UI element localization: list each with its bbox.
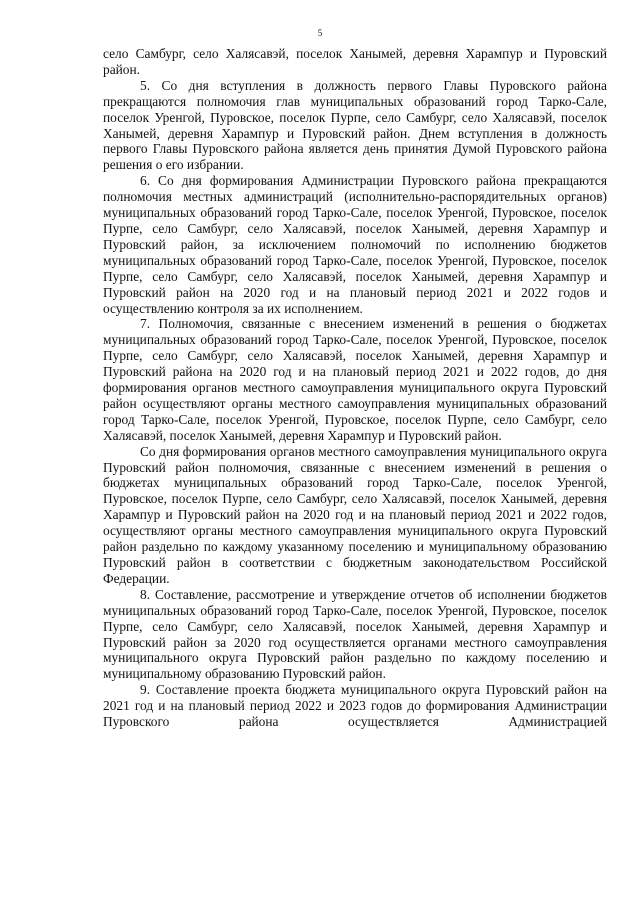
paragraph-7-continued: Со дня формирования органов местного самоуправления муниципального округа Пуровский район полномочия, связанные с внесением изменений в решения о бюджетах муниципальных образований город Тарко-Сале, поселок Уренгой, Пуровское, поселок Пурпе, село Самбург, село Халясавэй, поселок Ханымей, деревня Харампур и Пуровский район на 2020 год и на плановый период 2021 и 2022 годов, осуществляют органы местного самоуправления муниципального округа Пуровский район раздельно по каждому указанному поселению и муниципальному образованию Пуровский район в соответствии с бюджетным законодательством Российской Федерации.	[103, 443, 607, 586]
paragraph-7: 7. Полномочия, связанные с внесением изменений в решения о бюджетах муниципальных образований город Тарко-Сале, поселок Уренгой, Пуровское, поселок Пурпе, село Самбург, село Халясавэй, поселок Ханымей, деревня Харампур и Пуровский района на 2020 год и на плановый период 2021 и 2022 годов, до дня формирования органов местного самоуправления муниципального округа Пуровский район осуществляют органы местного самоуправления муниципальных образований город Тарко-Сале, поселок Уренгой, Пуровское, поселок Пурпе, село Самбург, село Халясавэй, поселок Ханымей, деревня Харампур и Пуровский район.	[103, 316, 607, 443]
paragraph-5: 5. Со дня вступления в должность первого Главы Пуровского района прекращаются полномочия глав муниципальных образований город Тарко-Сале, поселок Уренгой, Пуровское, поселок Пурпе, село Самбург, село Халясавэй, поселок Ханымей, деревня Харампур и Пуровский район. Днем вступления в должность первого Главы Пуровского района является день принятия Думой Пуровского района решения о его избрании.	[103, 77, 607, 173]
paragraph-continuation: село Самбург, село Халясавэй, поселок Ханымей, деревня Харампур и Пуровский район.	[103, 46, 607, 77]
paragraph-9: 9. Составление проекта бюджета муниципального округа Пуровский район на 2021 год и на плановый период 2022 и 2023 годов до формирования Администрации Пуровского района осуществляется Администрацией	[103, 682, 607, 730]
document-body	[103, 46, 607, 730]
paragraph-8: 8. Составление, рассмотрение и утверждение отчетов об исполнении бюджетов муниципальных образований город Тарко-Сале, поселок Уренгой, Пуровское, поселок Пурпе, село Самбург, село Халясавэй, поселок Ханымей, деревня Харампур и Пуровский район за 2020 год осуществляется органами местного самоуправления муниципального округа Пуровский район раздельно по каждому поселению и муниципальному образованию Пуровский район.	[103, 586, 607, 682]
page-number: 5	[317, 28, 323, 38]
paragraph-6: 6. Со дня формирования Администрации Пуровского района прекращаются полномочия местных администраций (исполнительно-распорядительных органов) муниципальных образований город Тарко-Сале, поселок Уренгой, Пуровское, поселок Пурпе, село Самбург, село Халясавэй, поселок Ханымей, деревня Харампур и Пуровский район, за исключением полномочий по исполнению бюджетов муниципальных образований город Тарко-Сале, поселок Уренгой, Пуровское, поселок Пурпе, село Самбург, село Халясавэй, поселок Ханымей, деревня Харампур и Пуровский район на 2020 год и на плановый период 2021 и 2022 годов и осуществлению контроля за их исполнением.	[103, 173, 607, 316]
